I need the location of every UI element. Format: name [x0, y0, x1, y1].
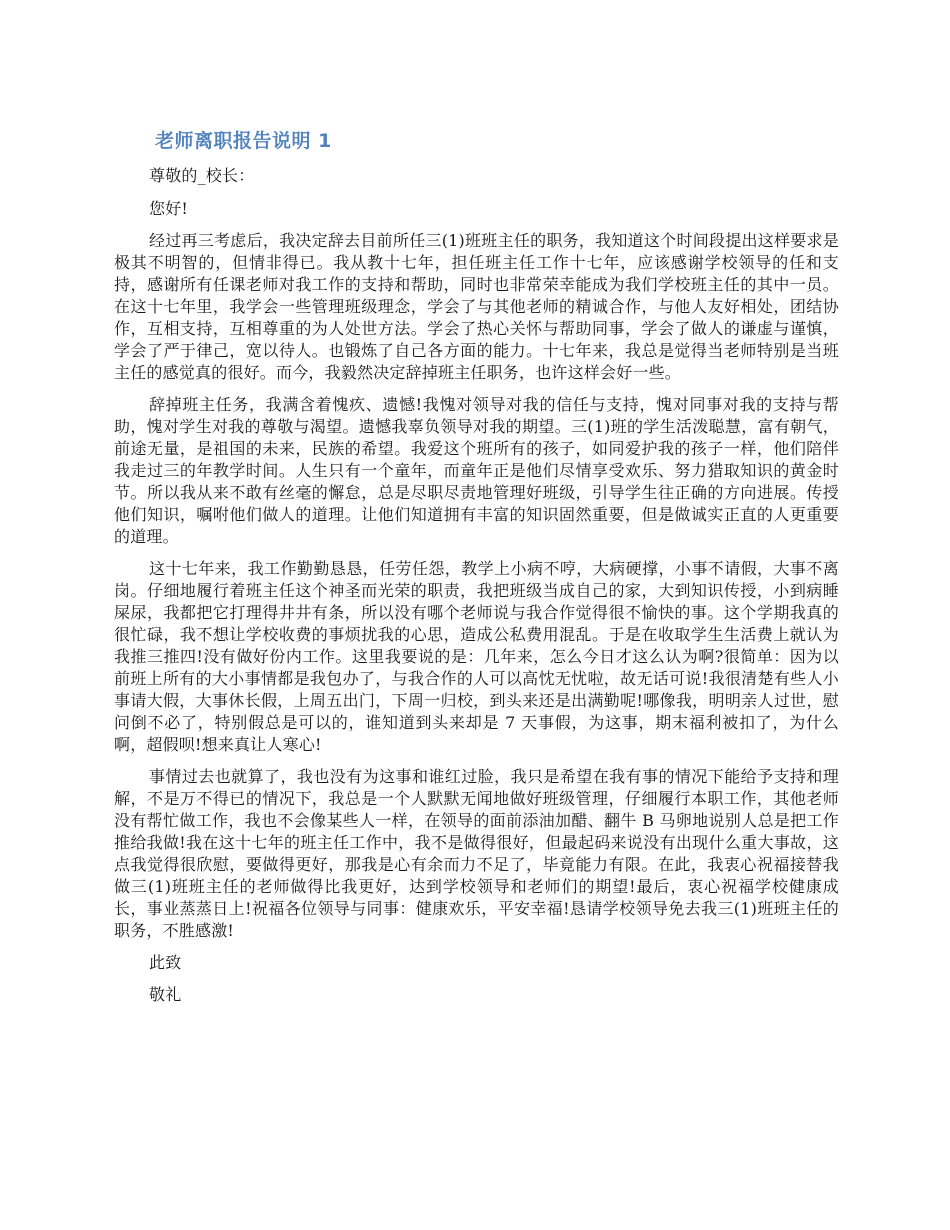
paragraph-1: 经过再三考虑后，我决定辞去目前所任三(1)班班主任的职务，我知道这个时间段提出这样要求是极其不明智的，但情非得已。我从教十七年，担任班主任工作十七年，应该感谢学校领导的任和支持，感谢所有任课老师对我工作的支持和帮助，同时也非常荣幸能成为我们学校班主任的其中一员。在这十七年里，我学会一些管理班级理念，学会了与其他老师的精诚合作，与他人友好相处，团结协作，互相支持，互相尊重的为人处世方法。学会了热心关怀与帮助同事，学会了做人的谦虚与谨慎，学会了严于律己，宽以待人。也锻炼了自己各方面的能力。十七年来，我总是觉得当老师特别是当班主任的感觉真的很好。而今，我毅然决定辞掉班主任职务，也许这样会好一些。: [114, 231, 839, 382]
closing-line-2: 敬礼: [149, 985, 182, 1004]
spacer: [114, 220, 839, 230]
spacer: [114, 187, 839, 198]
paragraph-3: 这十七年来，我工作勤勤恳恳，任劳任怨，教学上小病不哼，大病硬撑，小事不请假，大事不离岗。仔细地履行着班主任这个神圣而光荣的职责，我把班级当成自己的家，大到知识传授，小到病睡屎尿，我都把它打理得井井有条，所以没有哪个老师说与我合作觉得很不愉快的事。这个学期我真的很忙碌，我不想让学校收费的事烦扰我的心思，造成公私费用混乱。于是在收取学生生活费上就认为我推三推四!没有做好份内工作。这里我要说的是：几年来，怎么今日才这么认为啊?很简单：因为以前班上所有的大小事情都是我包办了，与我合作的人可以高忱无忧啦，故无话可说!我很清楚有些人小事请大假，大事休长假，上周五出门，下周一归校，到头来还是出满勤呢!哪像我，明明亲人过世，慰问倒不必了，特别假总是可以的，谁知道到头来却是 7 天事假，为这事，期末福利被扣了，为什么啊，超假呗!想来真让人寒心!: [114, 559, 839, 754]
spacer: [114, 156, 839, 165]
greeting: 您好!: [149, 199, 189, 218]
spacer: [114, 942, 839, 952]
document-body: [114, 126, 839, 1006]
paragraph-2: 辞掉班主任务，我满含着愧疚、遗憾!我愧对领导对我的信任与支持，愧对同事对我的支持与帮助，愧对学生对我的尊敬与渴望。遗憾我辜负领导对我的期望。三(1)班的学生活泼聪慧，富有朝气，前途无量，是祖国的未来，民族的希望。我爱这个班所有的孩子，如同爱护我的孩子一样，他们陪伴我走过三的年教学时间。人生只有一个童年，而童年正是他们尽情享受欢乐、努力猎取知识的黄金时节。所以我从来不敢有丝毫的懈怠，总是尽职尽责地管理好班级，引导学生往正确的方向进展。传授他们知识，嘱咐他们做人的道理。让他们知道拥有丰富的知识固然重要，但是做诚实正直的人更重要的道理。: [114, 395, 839, 546]
spacer: [114, 384, 839, 394]
document-title: 老师离职报告说明 1: [155, 130, 332, 152]
spacer: [114, 548, 839, 558]
salutation: 尊敬的_校长：: [149, 166, 255, 185]
spacer: [114, 756, 839, 766]
paragraph-4: 事情过去也就算了，我也没有为这事和谁红过脸，我只是希望在我有事的情况下能给予支持和理解，不是万不得已的情况下，我总是一个人默默无闻地做好班级管理，仔细履行本职工作，其他老师没有帮忙做工作，我也不会像某些人一样，在领导的面前添油加醋、翻牛 B 马卵地说别人总是把工作推给我做!我在这十七年的班主任工作中，我不是做得很好，但最起码来说没有出现什么重大事故，这点我觉得很欣慰，要做得更好，那我是心有余而力不足了，毕竟能力有限。在此，我衷心祝福接替我做三(1)班班主任的老师做得比我更好，达到学校领导和老师们的期望!最后，衷心祝福学校健康成长，事业蒸蒸日上!祝福各位领导与同事：健康欢乐，平安幸福!恳请学校领导免去我三(1)班班主任的职务，不胜感激!: [114, 767, 839, 940]
spacer: [114, 974, 839, 984]
closing-line-1: 此致: [149, 953, 182, 972]
